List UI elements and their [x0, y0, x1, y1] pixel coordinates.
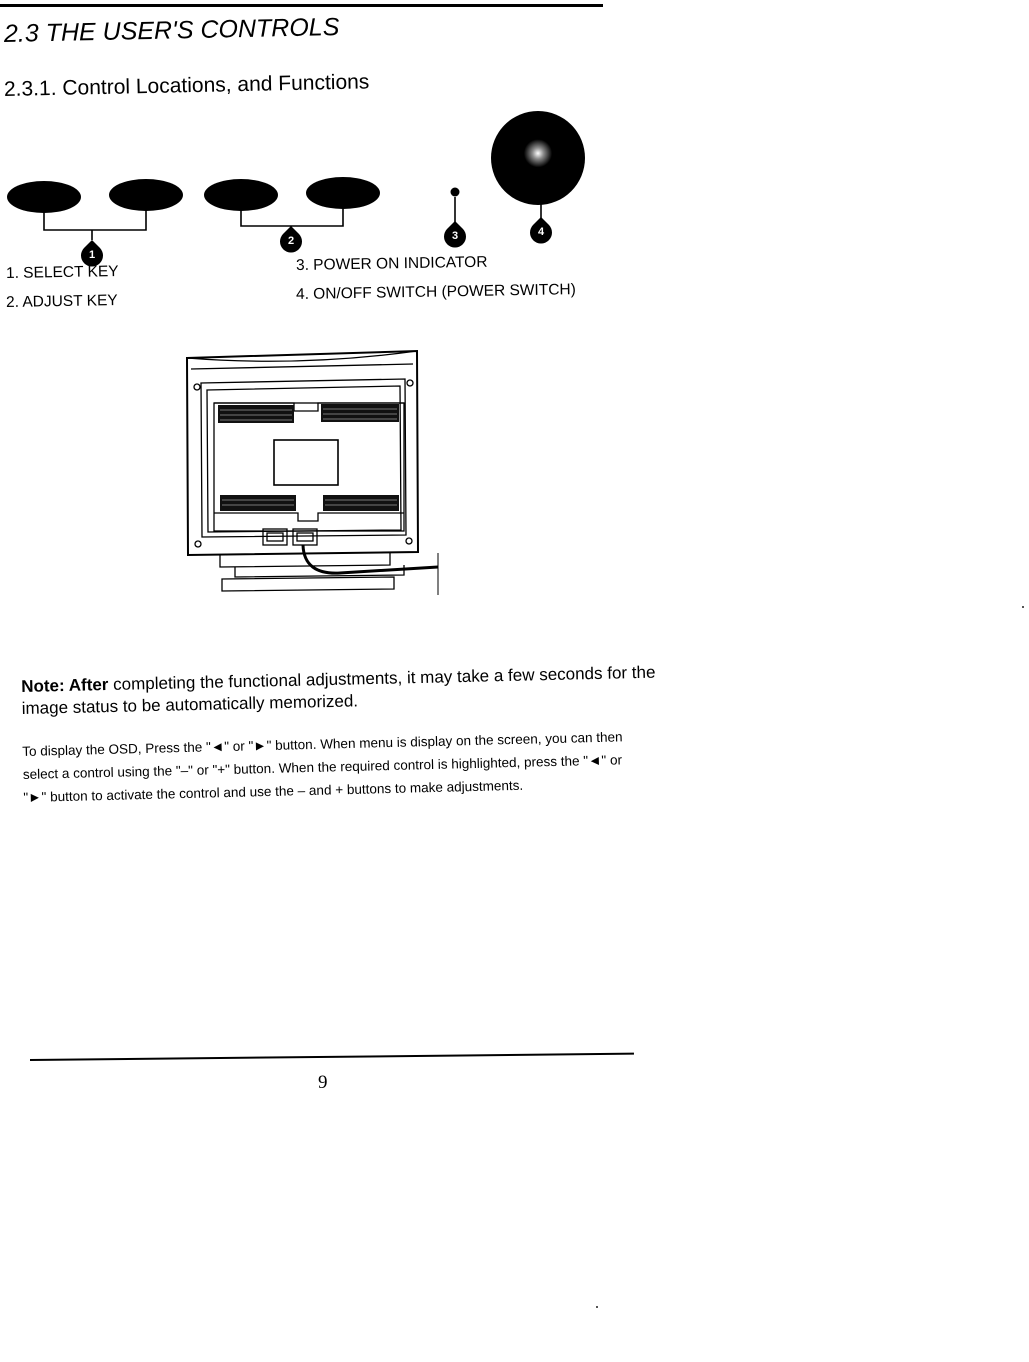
note-paragraph	[21, 661, 662, 720]
power-indicator-led	[451, 188, 460, 197]
adjust-key-left	[204, 179, 278, 211]
note-text: completing the functional adjustments, it may take a few seconds for the image status to be automatically memorized.	[21, 662, 656, 718]
top-rule	[0, 4, 603, 7]
page-number: 9	[318, 1072, 328, 1093]
adjust-key-right	[306, 177, 380, 209]
leader-line-2	[241, 208, 343, 226]
callout-2	[280, 226, 302, 253]
scan-speck	[1022, 606, 1024, 608]
scan-speck	[596, 1306, 598, 1308]
legend-adjust-key: 2. ADJUST KEY	[5, 292, 118, 311]
callout-3	[444, 221, 466, 248]
monitor-rear-illustration	[180, 345, 450, 600]
leader-line-1	[44, 210, 146, 230]
callout-2-label: 2	[287, 235, 295, 247]
callout-1-label: 1	[88, 249, 96, 261]
legend-power-indicator: 3. POWER ON INDICATOR	[295, 253, 488, 274]
callout-3-label: 3	[451, 230, 459, 242]
front-controls-diagram	[0, 100, 620, 261]
note-label: Note: After	[21, 675, 109, 696]
select-key-left	[7, 181, 81, 213]
legend-select-key: 1. SELECT KEY	[5, 263, 119, 282]
callout-4	[530, 217, 552, 244]
legend-power-switch: 4. ON/OFF SWITCH (POWER SWITCH)	[295, 281, 576, 303]
select-key-right	[109, 179, 183, 211]
section-title: 2.3 THE USER'S CONTROLS	[3, 12, 340, 48]
osd-instructions: To display the OSD, Press the "◄" or "►" button. When menu is display on the screen, you can then select a control using the "–" or "+" button. When the required control is highlighted, press the "◄" or "►" button to activate the control and use the – and + buttons to make adjustments.	[22, 729, 623, 805]
bottom-rule	[30, 1053, 634, 1061]
subsection-title: 2.3.1. Control Locations, and Functions	[3, 70, 370, 101]
power-switch	[491, 111, 585, 205]
callout-4-label: 4	[537, 226, 545, 238]
